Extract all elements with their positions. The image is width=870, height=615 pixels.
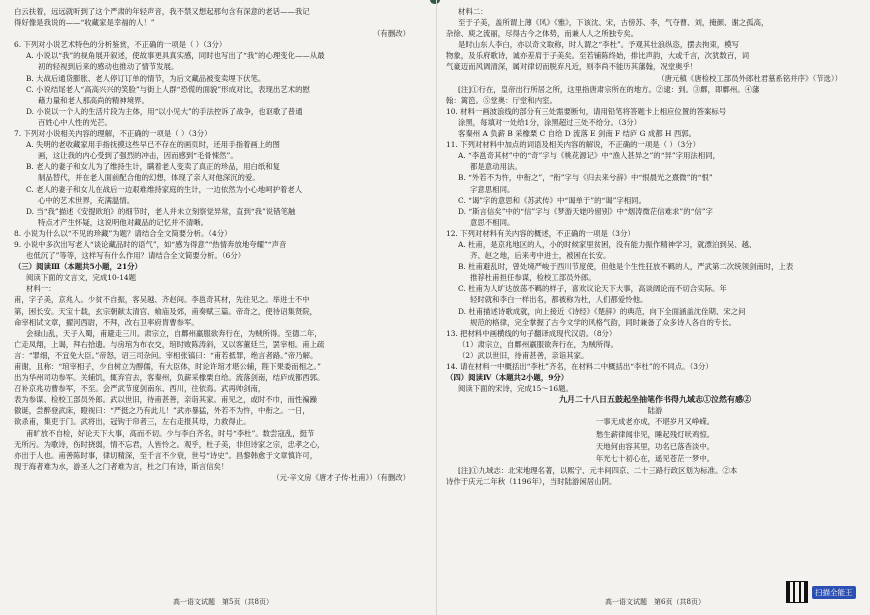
option: D. 当“我”描述《安提欧珀》的细节时，老人并未立刻察觉异常，直到“我”说错笔触 <box>26 206 296 216</box>
passage-line: 甫旷放不自检，好论天下大事，高而不切。少与李白齐名，时号“李杜”。数尝寇乱，挺节 <box>26 428 315 438</box>
passage-line: 物象，及乐府歌诗，诚亦差肩于子美矣。至若铺陈终始，排比声韵，大或千言，次犹数百，词 <box>446 51 750 61</box>
passage-line: 甫谢，且称：“琯宰相子，少自树立为醇儒，有大臣体，时论许琯才堪公辅，陛下果委而相之。” <box>14 362 321 371</box>
question-cont: 也低沉了”等等，这样写有什么作用？请结合全文简要分析。（6分） <box>26 251 246 261</box>
question-12: 12. 下列对材料有关内容的概述，不正确的一项是（3分） <box>446 228 635 238</box>
passage-line: 现于海者难为水，游圣人之门者难为言，杜之门有诗，斯言信矣！ <box>14 461 229 471</box>
option-cont: 制品替代，并在老人面前配合他的幻想，体现了亲人对他深沉的爱。 <box>38 173 260 183</box>
poem-note: 诗作于庆元二年秋（1196年），当时陆游闲居山阴。 <box>446 477 617 487</box>
section-heading: （三）阅读Ⅲ（本题共5小题，21分） <box>14 262 142 272</box>
passage-line: 无所污。为歌诗，伤时挠弱，情不忘君，人皆怜之。观乎，杜子美，非但诗家之宗，忠孝之心， <box>14 439 325 449</box>
annotation: [注]①行在，皇帝出行所居之所，这里指唐肃宗所在的地方。②逮：到。③鄜，即鄜州。④藩 <box>458 84 760 94</box>
question-14: 14. 请在材料一中概括出“李杜”齐名，在材料二中概括出“李杜”的不同点。（3分） <box>446 362 713 371</box>
option: A. 小说以“我”的视角展开叙述，使故事更具真实感，同时也写出了“我”的心理变化——从最 <box>26 51 325 61</box>
question-13: 13. 把材料中画横线的句子翻译成现代汉语。（8分） <box>446 328 617 338</box>
scanner-watermark <box>786 581 856 603</box>
left-page <box>14 6 432 610</box>
passage-line: 召补京兆功曹参军，不至。会严武节度剑南东、西川，往依焉。武再帅剑南， <box>14 384 266 394</box>
option: C. “谒”字的意思和《苏武传》中“谒单于”的“谒”字相同。 <box>458 195 646 205</box>
question-7: 7. 下列对小说相关内容的理解，不正确的一项是（ ）（3分） <box>14 129 212 139</box>
option: D. 小说以一个人的生活片段为主体，用“以小见大”的手法控诉了战争，也讴歌了普通 <box>26 106 303 116</box>
passage-line: 甫，字子美，京兆人。少贫不自振，客吴越、齐赵间。李邕奇其材，先往见之。举进士不中 <box>14 295 310 305</box>
poem-line: 年光七十初心在，遥见苍茫一梦中。 <box>595 454 715 464</box>
scanner-badge: 扫描全能王 <box>812 586 856 599</box>
option: B. 杜甫避乱时，曾处境严峻于西川节度使，但他是个生性狂放不羁的人，严武第二次统领剑南时，上表 <box>458 262 794 272</box>
question-8: 8. 小说为什么以“不见的珍藏”为题？请结合全文简要分析。（4分） <box>14 228 232 238</box>
question-9: 9. 小说中多次出写老人“谈论藏品时的语气”，如“感为得意”“热情奔放地夸耀”“声音 <box>14 239 287 249</box>
page-footer: 高一语文试题 第5页（共8页） <box>173 597 273 606</box>
option-cont: 齐、赵之地，后来考中进士，被困在长安。 <box>470 251 611 261</box>
source-note: （有删改） <box>373 29 410 39</box>
poem-author: 陆游 <box>647 406 663 416</box>
option: A. “李邕奇其材”中的“奇”字与《桃花源记》中“渔人甚异之”的“异”字用法相同， <box>458 151 720 161</box>
passage-line: 会禄山乱，天子入蜀，甫避走三川。肃宗立，自鄜州羸服欲奔行在，为贼所得。至德二年， <box>26 328 322 338</box>
option-cont: 规范的格律，完全掌握了古今文学的风格气韵，同时兼备了众多诗人各自的专长。 <box>470 317 737 327</box>
option: D. 杜甫描述诗歌成就，向上接近《诗经》《楚辞》的典范，向下全面涵盖沈佺期、宋之问 <box>458 306 746 316</box>
question-10: 10. 材料一画波浪线的部分有三处需要断句，请用铅笔将答题卡上相应位置的答案标号 <box>446 106 727 116</box>
material-label: 材料二： <box>458 7 488 16</box>
passage-line: 命宰相试文章，擢河西尉，不拜，改右卫率府胄曹参军。 <box>14 317 199 327</box>
option-cont: 轻时就和李白一样出名，都被称为杜，人们都爱怜他。 <box>470 295 648 305</box>
page-footer: 高一语文试题 第6页（共8页） <box>605 597 705 606</box>
qr-code-icon <box>786 581 808 603</box>
sub-question: （2）武以世旧，待甫甚善，亲诣其家。 <box>458 350 589 360</box>
source-note: （元·辛文房《唐才子传·杜甫》）（有删改） <box>272 472 410 482</box>
question-11: 11. 下列对材料中加点的词语及相关内容的解说，不正确的一项是（ ）（3分） <box>446 140 700 150</box>
option: B. 老人的妻子和女儿为了维持生计，瞒着老人变卖了真正的珍品，用白纸和复 <box>26 162 281 172</box>
passage-line: 至于子美，盖所谓上薄《风》《雅》，下该沈、宋，古傍苏、李，气夺曹、刘，掩颜、谢之孤高， <box>458 18 769 28</box>
option-cont: 初的轻视到后来的感动也推动了情节发展。 <box>38 62 179 72</box>
text-line: 得好像是我说的——“收藏家是幸福的人！” <box>14 18 155 28</box>
binding-hole <box>430 0 440 4</box>
poem-note: [注]①九域志：北宋地理名著，以熙宁、元丰间四京、二十三路行政区划为标准。②本 <box>458 466 738 476</box>
option-cont: 推荐杜甫担任参谋，检校工部员外郎。 <box>470 273 596 283</box>
option-cont: 藉力量和老人那高尚的精神境界。 <box>38 95 149 105</box>
annotation: 翰：篱笆。⑤堂奥：厅堂和内室。 <box>446 95 557 105</box>
passage-line: 杂徐、庾之流丽，尽得古今之体势，而兼人人之所独专矣。 <box>446 29 639 39</box>
passage-line: 亡走凤翔，上谒，拜右拾遗。与房琯为布衣交，琯时败陈涛斜，又以客董廷兰，罢宰相。甫上疏 <box>14 339 325 349</box>
passage-line: 出为华州司功参军。关辅饥，辄弃官去，客秦州，负薪采橡栗自给。流落剑南，结庐成都西郭。 <box>14 373 325 383</box>
poem-line: 愁生薪律闻非见，睡起残灯吠鸡惊。 <box>595 429 715 439</box>
question-6: 6. 下列对小说艺术特色的分析鉴赏，不正确的一项是（ ）（3分） <box>14 40 227 50</box>
poem-line: 天地何由容其里，功名已落杳淡中。 <box>595 441 715 451</box>
passage-line: 亦出于人也。甫善陈时事，律切精深，至千言不少衰，世号“诗史”。昌黎韩愈于文章慎许可， <box>14 450 318 460</box>
section-heading: （四）阅读Ⅳ（本题共2小题，9分） <box>446 373 569 383</box>
right-page <box>446 6 864 610</box>
passage-line: 言：“罪细，不宜免大臣。”帝怒，诏三司杂问。宰相张镐曰：“甫若抵罪，绝言者路。”帝乃解。 <box>14 350 318 360</box>
instruction: 阅读下面的宋诗，完成15～16题。 <box>458 384 573 394</box>
option-cont: 意思不相同。 <box>470 217 515 227</box>
option: A. 杜甫，是京兆地区的人，小的时候家里贫困，没有能力振作精神学习，就漂泊到吴、越、 <box>458 239 757 249</box>
option: B. “外若不为忤，中衔之”，“衔”字与《归去来兮辞》中“恨晨光之熹微”的“恨” <box>458 173 713 183</box>
passage-line: 第，困长安。天宝十载，玄宗朝献太清宫、飨庙及郊，甫奏赋三篇。帝奇之，使待诏集贤院， <box>14 306 318 316</box>
source-note: （唐元稹《唐检校工部员外郎杜君墓系铭并序》（节选）） <box>657 73 842 83</box>
question-cont: 涂黑，每填对一处给1分，涂黑超过三处不给分。（3分） <box>458 117 642 127</box>
instruction: 阅读下面的文言文，完成10-14题 <box>26 273 136 283</box>
passage-line: 表为参谋、检校工部员外郎。武以世旧，待甫甚善，亲诣其家。甫见之，或时不巾，而性褊躁 <box>14 395 318 405</box>
option: C. 小说结尾老人“高高兴兴的笑脸”与街上人群“恐慌的面貌”形成对比，表现出艺术的慰 <box>26 84 310 94</box>
option: D. “斯言信矣”中的“信”字与《梦游天姥吟留别》中“烟涛微茫信难求”的“信”字 <box>458 206 713 216</box>
sub-question: （1）肃宗立，自鄜州羸服欲奔行在，为贼所得。 <box>458 339 618 349</box>
page-divider <box>436 0 437 615</box>
option-cont: 字意思相同。 <box>470 184 515 194</box>
poem-title: 九月二十八日五鼓起坐抽笔作书得九域志①泣然有感② <box>559 394 751 405</box>
passage-line: 傲诞，尝醉登武床，瞪视曰：“严挺之乃有此儿！”武亦暴猛，外若不为忤，中衔之。一日， <box>14 406 310 416</box>
passage-line: 是时山东人李白，亦以奇文取称，时人谓之“李杜”。予观其壮浪纵恣，摆去拘束，模写 <box>458 40 740 50</box>
option-cont: 特点才产生怀疑，这说明他对藏品的记忆并不清晰。 <box>38 217 208 227</box>
option: C. 杜甫为人旷达放荡不羁的样子，喜欢议论天下大事，高谈阔论而不切合实际。年 <box>458 284 727 294</box>
option-cont: 画，这让我的内心受到了强烈的冲击，因而感到“毛骨悚然”。 <box>38 151 238 161</box>
option-cont: 都是意动用法。 <box>470 162 522 172</box>
option: B. 大战后通货膨胀、老人停订订单的情节，为后文藏品被变卖埋下伏笔。 <box>26 73 266 83</box>
option-cont: 百姓心中人性的光芒。 <box>38 117 112 127</box>
material-label: 材料一： <box>26 284 56 294</box>
punctuation-task: 客秦州 A 负薪 B 采橡栗 C 自给 D 流落 E 剑南 F 结庐 G 成都 H 西郭。 <box>458 129 697 139</box>
option: A. 失明的老收藏家用手指抚摸这些早已不存在的画页时，还用手指着画上的图 <box>26 140 280 150</box>
option-cont: 心中的艺术世界，充满温情。 <box>38 195 135 205</box>
poem-line: 一事无成老亦成，不堪岁月又峥嵘。 <box>595 417 715 427</box>
option: C. 老人的妻子和女儿在战后一边艰难维持家庭的生计，一边依然为小心地呵护着老人 <box>26 184 303 194</box>
text-line: 白云扶着，远远就听到了这个严肃的年轻声音，我不禁又想起那句含有深意的老话——我记 <box>14 7 310 16</box>
passage-line: 气豪迈而风调清深，属对律切而脱弃凡近，则李尚不能历其藩翰，况堂奥乎！ <box>446 62 698 72</box>
passage-line: 欲杀甫，集吏于门。武将出，冠钩于帘者三，左右走报其母，力救得止。 <box>14 417 251 427</box>
